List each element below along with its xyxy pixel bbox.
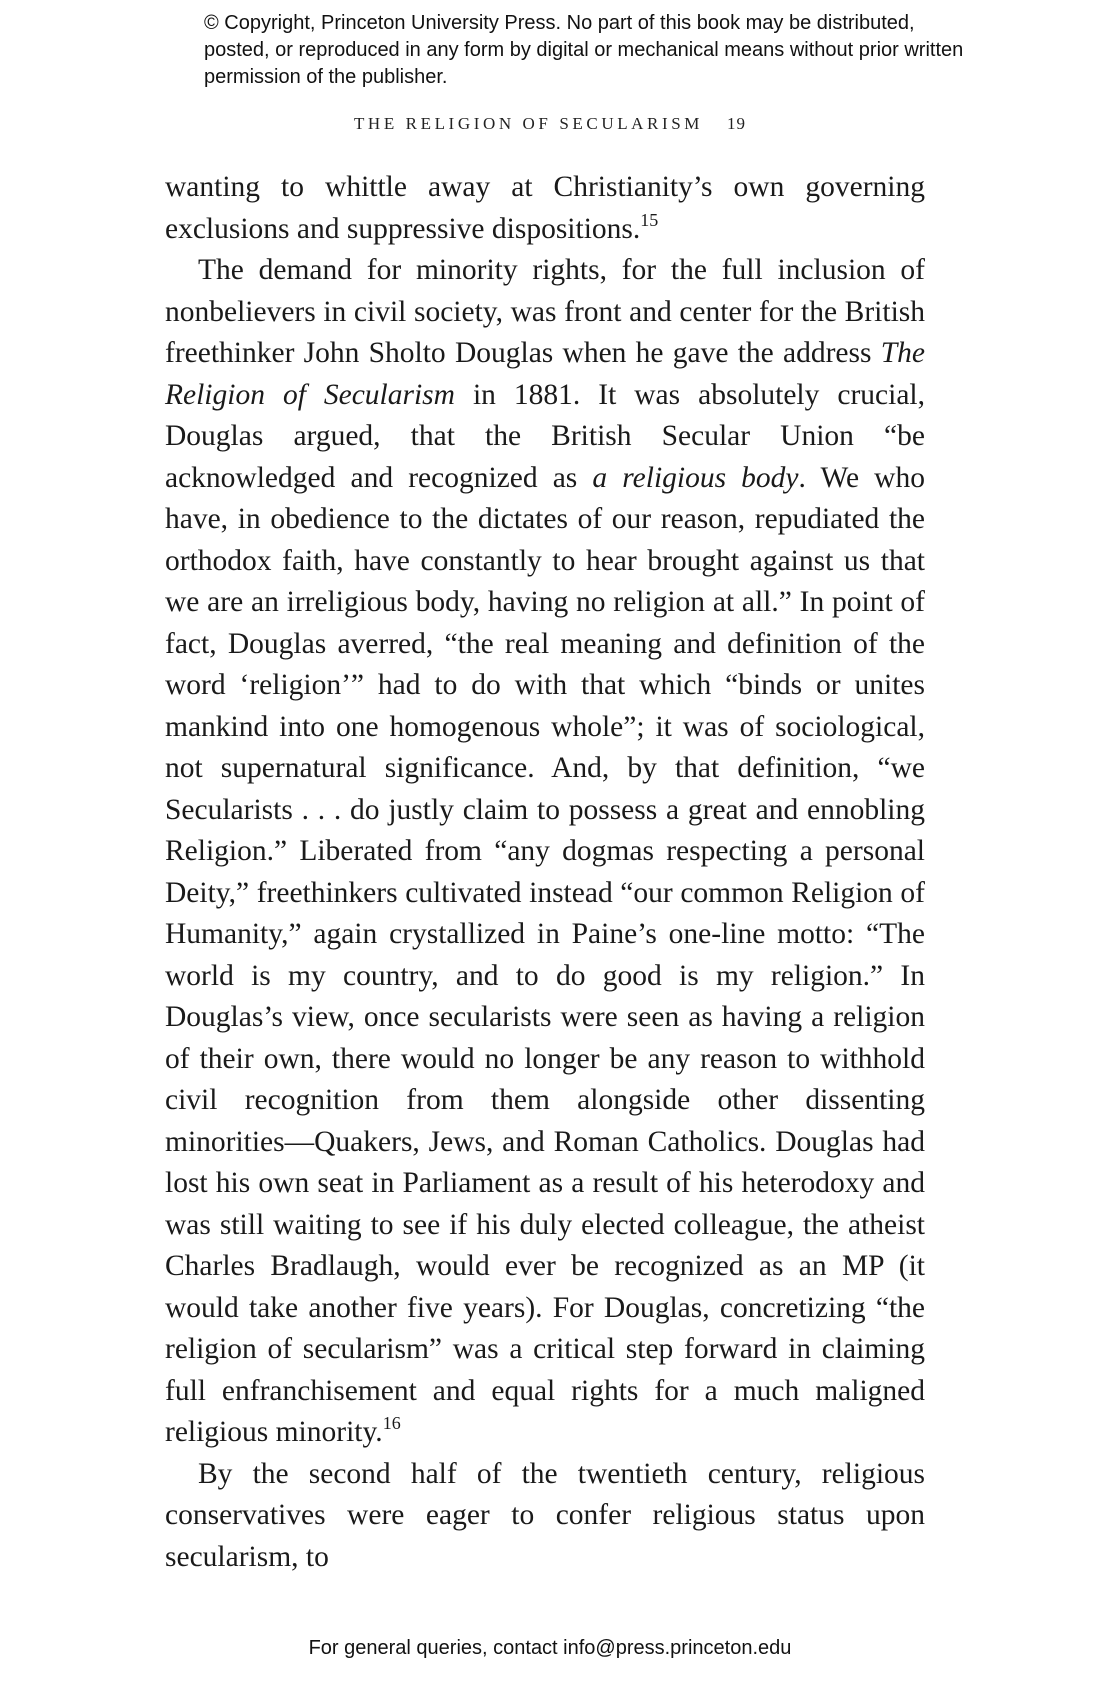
copyright-notice: © Copyright, Princeton University Press. No part of this book may be distributed, posted, or reproduced in any form by digital or mechanical means without prior written permission of the publisher.	[204, 12, 964, 88]
footnote-ref: 15	[640, 209, 659, 230]
paragraph-text: The demand for minority rights, for the full inclusion of nonbelievers in civil society, was front and center for the British freethinker John Sholto Douglas when he gave the address	[165, 254, 925, 369]
running-head	[0, 114, 1100, 134]
paragraph-twentieth-century	[165, 1454, 925, 1579]
paragraph-text: By the second half of the twentieth century, religious conservatives were eager to confer religious status upon secularism, to	[165, 1457, 925, 1573]
paragraph-douglas	[165, 250, 925, 1454]
book-title: The Religion of Secularism	[165, 337, 925, 411]
running-title: THE RELIGION OF SECULARISM	[353, 114, 704, 133]
body-text	[165, 167, 925, 1578]
paragraph-text: wanting to whittle away at Christianity’s own governing exclusions and suppressive dispositions.	[165, 171, 925, 245]
emphasis-text: a religious body	[592, 461, 799, 494]
paragraph-text: . We who have, in obedience to the dictates of our reason, repudiated the orthodox faith, have constantly to hear brought against us that we are an irreligious body, having no religion at all.” In point of fact, Douglas averred, “the real meaning and definition of the word ‘religion’” had to do with that which “binds or unites mankind into one homogenous whole”; it was of sociological, not supernatural significance. And, by that definition, “we Secularists . . . do justly claim to possess a great and ennobling Religion.” Liberated from “any dogmas respecting a personal Deity,” freethinkers cultivated instead “our common Religion of Humanity,” again crystallized in Paine’s one-line motto: “The world is my country, and to do good is my religion.” In Douglas’s view, once secularists were seen as having a religion of their own, there would no longer be any reason to withhold civil recognition from them alongside other dissenting minorities—Quakers, Jews, and Roman Catholics. Douglas had lost his own seat in Parliament as a result of his heterodoxy and was still waiting to see if his duly elected colleague, the atheist Charles Bradlaugh, would ever be recognized as an MP (it would take another five years). For Douglas, concretizing “the religion of secularism” was a critical step forward in claiming full enfranchisement and equal rights for a much maligned religious minority.	[165, 461, 925, 1448]
paragraph-continued	[165, 167, 925, 250]
paragraph-text: in 1881. It was absolutely crucial, Douglas argued, that the British Secular Union “be acknowledged and recognized as	[165, 378, 925, 494]
footnote-ref: 16	[382, 1413, 401, 1433]
page-number: 19	[727, 114, 747, 133]
footer-contact: For general queries, contact info@press.princeton.edu	[308, 1637, 792, 1659]
